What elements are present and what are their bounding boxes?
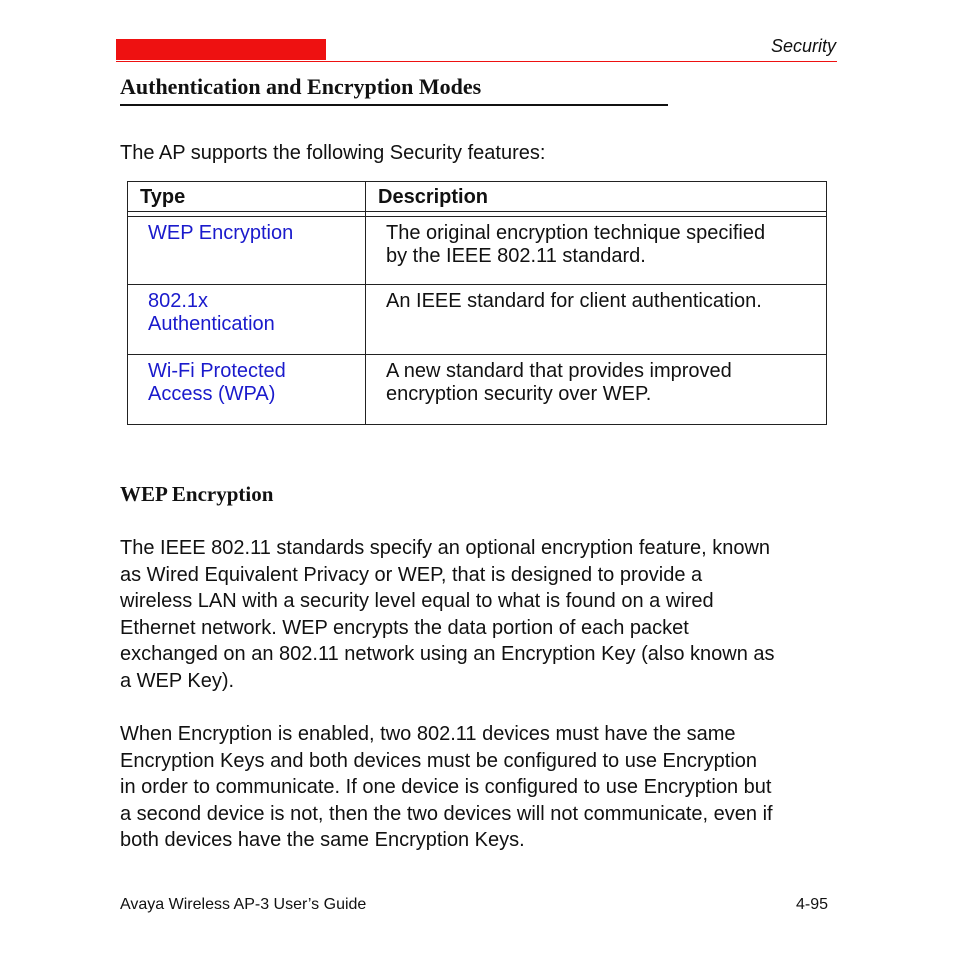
- page-title: Authentication and Encryption Modes: [120, 74, 668, 106]
- type-link-wpa[interactable]: [128, 355, 366, 425]
- type-line[interactable]: Authentication: [148, 313, 275, 335]
- header-rule: [116, 61, 837, 62]
- table-row: [128, 355, 827, 425]
- column-header-description: Description: [366, 182, 827, 212]
- footer-page-number: 4-95: [795, 896, 828, 913]
- type-line[interactable]: Access (WPA): [148, 383, 276, 405]
- paragraph-line: a WEP Key).: [120, 669, 235, 692]
- paragraph-line: a second device is not, then the two devices will not communicate, even if: [120, 802, 773, 825]
- paragraph-line: as Wired Equivalent Privacy or WEP, that is designed to provide a: [120, 563, 703, 586]
- paragraph-line: The IEEE 802.11 standards specify an optional encryption feature, known: [120, 537, 771, 559]
- paragraph-line: When Encryption is enabled, two 802.11 devices must have the same: [120, 723, 736, 745]
- description-line: A new standard that provides improved: [386, 360, 732, 382]
- intro-text: The AP supports the following Security features:: [120, 142, 546, 164]
- section-title-wep-encryption: WEP Encryption: [120, 482, 274, 506]
- paragraph-line: Ethernet network. WEP encrypts the data portion of each packet: [120, 616, 689, 639]
- paragraph-line: Encryption Keys and both devices must be configured to use Encryption: [120, 749, 758, 772]
- table-row: [128, 285, 827, 355]
- description-cell: [366, 355, 827, 425]
- paragraph-line: wireless LAN with a security level equal to what is found on a wired: [120, 590, 714, 612]
- type-line[interactable]: Wi-Fi Protected: [148, 360, 286, 382]
- paragraph-wep-overview: [120, 535, 840, 694]
- description-line: by the IEEE 802.11 standard.: [386, 245, 646, 267]
- type-line[interactable]: 802.1x: [148, 290, 209, 312]
- header-accent-bar: [116, 39, 326, 60]
- security-features-table: [127, 181, 827, 425]
- header-section-title: Security: [770, 36, 836, 56]
- type-line[interactable]: WEP Encryption: [148, 222, 294, 244]
- footer-doc-title: Avaya Wireless AP-3 User’s Guide: [120, 896, 367, 913]
- paragraph-line: in order to communicate. If one device is configured to use Encryption but: [120, 776, 772, 798]
- type-link-wep-encryption[interactable]: [128, 217, 366, 285]
- description-line: The original encryption technique specified: [386, 222, 766, 244]
- table-header-row: [128, 182, 827, 212]
- paragraph-encryption-keys: [120, 721, 840, 854]
- type-link-8021x-authentication[interactable]: [128, 285, 366, 355]
- description-cell: [366, 217, 827, 285]
- table-row: [128, 217, 827, 285]
- paragraph-line: exchanged on an 802.11 network using an Encryption Key (also known as: [120, 643, 775, 665]
- paragraph-line: both devices have the same Encryption Keys.: [120, 829, 525, 851]
- description-cell: [366, 285, 827, 355]
- description-line: An IEEE standard for client authentication.: [386, 290, 762, 312]
- description-line: encryption security over WEP.: [386, 383, 652, 405]
- column-header-type: Type: [128, 182, 366, 212]
